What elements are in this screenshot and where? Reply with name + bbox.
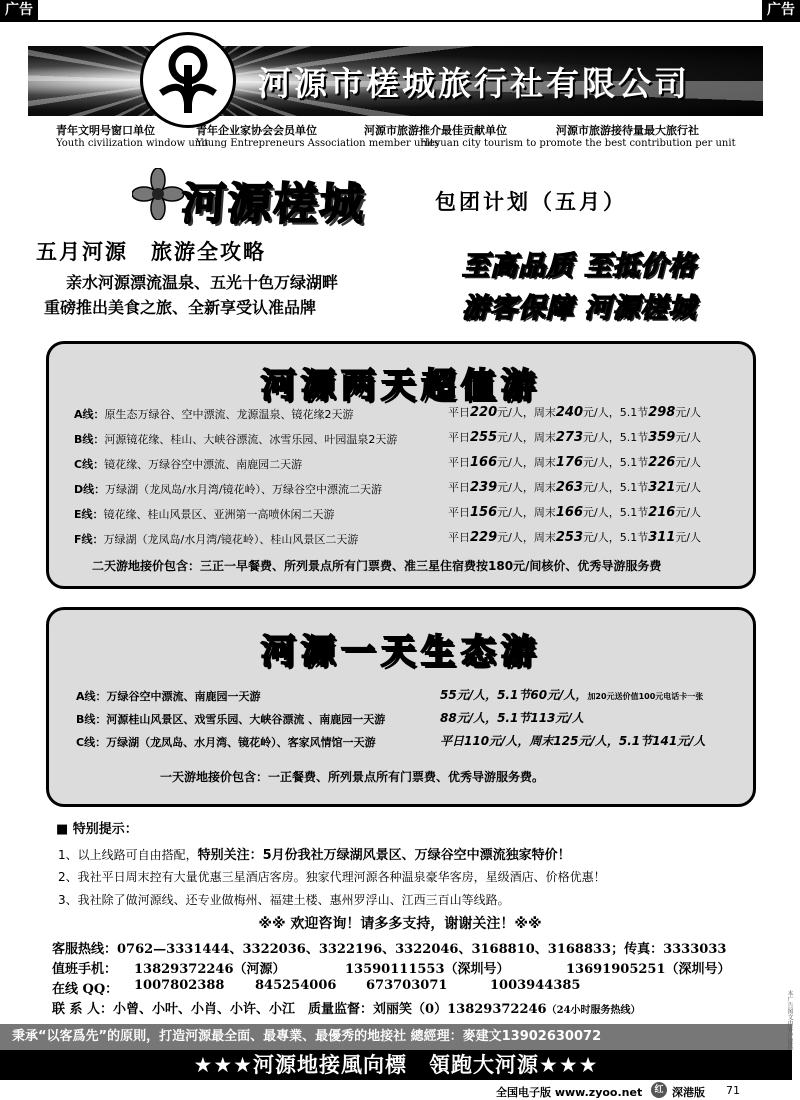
honor-en-1: Youth civilization window unit	[56, 138, 209, 149]
qq-1: 1007802388	[134, 978, 225, 993]
two-day-row	[74, 406, 354, 422]
two-day-price	[448, 454, 701, 470]
one-day-price	[440, 709, 584, 726]
route-desc: 镜花缘、桂山风景区、亚洲第一高喷休闲二天游	[103, 508, 335, 521]
contact-persons-note: （24小时服务热线）	[546, 1005, 641, 1016]
price-weekend-label: 元/人，周末	[497, 406, 556, 419]
principle-strip: 秉承“以客爲先”的原則，打造河源最全面、最專業、最優秀的地接社 總經理：麥建文13902630072	[0, 1024, 792, 1050]
price-weekend: 166	[555, 505, 583, 520]
price-unit: 元/人	[675, 406, 702, 419]
contact-persons-text: 联 系 人：小曾、小叶、小肖、小许、小江 质量监督：刘丽笑（0）13829372246	[52, 1002, 547, 1017]
one-day-row	[76, 688, 261, 704]
price-weekday-label: 平日	[448, 481, 470, 494]
tip-3: 3、我社除了做河源线、还专业做梅州、福建土楼、惠州罗浮山、江西三百山等线路。	[58, 893, 510, 907]
one-day-row	[76, 711, 385, 727]
price-weekend: 253	[555, 530, 583, 545]
company-name: 河源市槎城旅行社有限公司	[258, 64, 690, 103]
hotline: 客服热线：0762—3331444、3322036、3322196、3322046、3168810、3168833；传真：3333033	[52, 942, 727, 957]
welcome-text: ※※ 欢迎咨询！请多多支持，谢谢关注！※※	[258, 916, 542, 932]
route-label: C线：	[74, 458, 105, 471]
price-holiday: 226	[648, 455, 676, 470]
price-weekday: 156	[470, 505, 498, 520]
honor-cn-3: 河源市旅游推介最佳贡献单位	[364, 124, 507, 137]
price-holiday-label: 元/人，5.1节	[583, 531, 649, 544]
route-desc: 原生态万绿谷、空中漂流、龙源温泉、镜花缘2天游	[104, 408, 354, 421]
motto-bar: ★★★河源地接風向標 領跑大河源★★★	[0, 1050, 792, 1080]
flower-icon	[132, 168, 184, 224]
qq-3: 673703071	[366, 978, 448, 993]
honor-en-2: Young Entrepreneurs Association member units	[196, 138, 440, 149]
qq-label: 在线 QQ：	[52, 982, 119, 997]
qq-2: 845254006	[255, 978, 337, 993]
route-label: E线：	[74, 508, 104, 521]
route-desc: 万绿湖（龙凤岛、水月湾、镜花岭）、客家风情馆一天游	[106, 736, 376, 749]
price-holiday-label: 元/人，5.1节	[583, 456, 649, 469]
price-holiday: 298	[648, 405, 676, 420]
price-unit: 元/人	[675, 431, 702, 444]
route-label: B线：	[74, 433, 105, 446]
price-holiday: 321	[648, 480, 676, 495]
two-day-price	[448, 404, 701, 420]
price-weekday: 220	[470, 405, 498, 420]
mobile-label: 值班手机：	[52, 962, 118, 977]
two-day-price	[448, 429, 701, 445]
route-label: B线：	[76, 713, 107, 726]
slogan-1: 至高品质 至抵价格	[462, 251, 697, 282]
route-label: A线：	[74, 408, 105, 421]
price-weekday: 239	[470, 480, 498, 495]
price-holiday-label: 元/人，5.1节	[583, 431, 649, 444]
price-weekend-label: 元/人，周末	[497, 431, 556, 444]
price-weekend: 263	[555, 480, 583, 495]
price-holiday: 311	[648, 530, 676, 545]
ad-tag-left: 广告	[0, 0, 38, 20]
slogan-2: 游客保障 河源槎城	[462, 293, 697, 324]
company-logo	[140, 32, 236, 128]
brand-title: 河源槎城	[179, 179, 368, 230]
price-text: 平日110元/人，周末125元/人，5.1节141元/人	[440, 734, 706, 748]
tips-title: ■ 特别提示：	[56, 822, 138, 837]
price-text: 55元/人，5.1节60元/人，	[440, 688, 588, 702]
top-divider	[0, 20, 800, 22]
route-desc: 河源镜花缘、桂山、大峡谷漂流、冰雪乐园、叶园温泉2天游	[104, 433, 398, 446]
two-day-price	[448, 479, 701, 495]
price-weekday: 255	[470, 430, 498, 445]
tip-2: 2、我社平日周末控有大量优惠三星酒店客房。独家代理河源各种温泉豪华客房，星级酒店、价格优惠！	[58, 870, 606, 884]
page-number: 71	[726, 1084, 740, 1097]
route-desc: 镜花缘、万绿谷空中漂流、南鹿园二天游	[104, 458, 303, 471]
price-text: 88元/人，5.1节113元/人	[440, 711, 584, 725]
price-weekday-label: 平日	[448, 506, 470, 519]
one-day-price	[440, 686, 703, 703]
ad-tag-right: 广告	[762, 0, 800, 20]
price-weekend: 176	[555, 455, 583, 470]
two-day-price	[448, 529, 701, 545]
one-day-row	[76, 734, 376, 750]
price-holiday-label: 元/人，5.1节	[583, 406, 649, 419]
price-weekday: 229	[470, 530, 498, 545]
price-holiday-label: 元/人，5.1节	[583, 506, 649, 519]
route-desc: 河源桂山风景区、戏雪乐园、大峡谷漂流 、南鹿园一天游	[106, 713, 386, 726]
footer-edition: 深港版	[672, 1086, 705, 1099]
one-day-price	[440, 732, 706, 749]
tip-1-text: 1、以上线路可自由搭配，	[58, 848, 198, 862]
mobile-3: 13691905251（深圳号）	[566, 962, 731, 977]
two-day-row	[74, 506, 335, 522]
one-day-title: 河源一天生态游	[261, 632, 541, 672]
mobile-2: 13590111553（深圳号）	[345, 962, 510, 977]
qq-4: 1003944385	[490, 978, 581, 993]
price-weekday-label: 平日	[448, 406, 470, 419]
mobile-1: 13829372246（河源）	[134, 962, 286, 977]
price-weekday-label: 平日	[448, 456, 470, 469]
route-label: A线：	[76, 690, 107, 703]
price-unit: 元/人	[675, 531, 702, 544]
route-label: C线：	[76, 736, 107, 749]
price-unit: 元/人	[675, 481, 702, 494]
price-weekend: 273	[555, 430, 583, 445]
price-holiday-label: 元/人，5.1节	[583, 481, 649, 494]
route-desc: 万绿湖（龙凤岛/水月湾/镜花岭）、桂山风景区二天游	[103, 533, 359, 546]
two-day-row	[74, 431, 397, 447]
two-day-row	[74, 481, 382, 497]
honor-en-3: Heyuan city tourism to promote the best contribution per unit	[420, 138, 736, 149]
route-label: F线：	[74, 533, 104, 546]
tip-1-highlight: 特别关注：5月份我社万绿湖风景区、万绿谷空中漂流独家特价！	[197, 848, 571, 863]
plan-title: 包团计划（五月）	[435, 190, 627, 214]
price-holiday: 216	[648, 505, 676, 520]
route-label: D线：	[74, 483, 106, 496]
contact-persons	[52, 998, 641, 1017]
side-note: 本广告图文由客户提供	[786, 990, 793, 1050]
two-day-price	[448, 504, 701, 520]
price-unit: 元/人	[675, 506, 702, 519]
two-day-row	[74, 456, 302, 472]
honor-cn-4: 河源市旅游接待量最大旅行社	[556, 124, 699, 137]
honor-cn-1: 青年文明号窗口单位	[56, 124, 155, 137]
route-desc: 万绿谷空中漂流、南鹿园一天游	[106, 690, 261, 703]
tip-1	[58, 844, 571, 863]
price-weekday-label: 平日	[448, 431, 470, 444]
price-extra: 加20元送价值100元电话卡一张	[587, 692, 704, 701]
one-day-note: 一天游地接价包含：一正餐费、所列景点所有门票费、优秀导游服务费。	[160, 770, 545, 784]
two-day-title: 河源两天超值游	[261, 366, 541, 406]
price-weekend-label: 元/人，周末	[497, 531, 556, 544]
guide-line-1: 亲水河源漂流温泉、五光十色万绿湖畔	[66, 273, 339, 292]
honor-cn-2: 青年企业家协会会员单位	[196, 124, 317, 137]
price-weekend: 240	[555, 405, 583, 420]
route-desc: 万绿湖（龙凤岛/水月湾/镜花岭）、万绿谷空中漂流二天游	[105, 483, 383, 496]
price-holiday: 359	[648, 430, 676, 445]
price-weekend-label: 元/人，周末	[497, 456, 556, 469]
price-weekday: 166	[470, 455, 498, 470]
guide-title: 五月河源 旅游全攻略	[36, 240, 266, 264]
tree-logo-icon	[143, 35, 233, 125]
price-weekend-label: 元/人，周末	[497, 481, 556, 494]
price-unit: 元/人	[675, 456, 702, 469]
price-weekday-label: 平日	[448, 531, 470, 544]
guide-line-2: 重磅推出美食之旅、全新享受认准品牌	[44, 298, 317, 317]
two-day-row	[74, 531, 358, 547]
footer-site: 全国电子版 www.zyoo.net	[496, 1086, 643, 1099]
price-weekend-label: 元/人，周末	[497, 506, 556, 519]
footer-mark-icon: 红	[651, 1082, 667, 1098]
two-day-note: 二天游地接价包含：三正一早餐费、所列景点所有门票费、准三星住宿费按180元/间核价、优秀导游服务费	[92, 559, 662, 573]
